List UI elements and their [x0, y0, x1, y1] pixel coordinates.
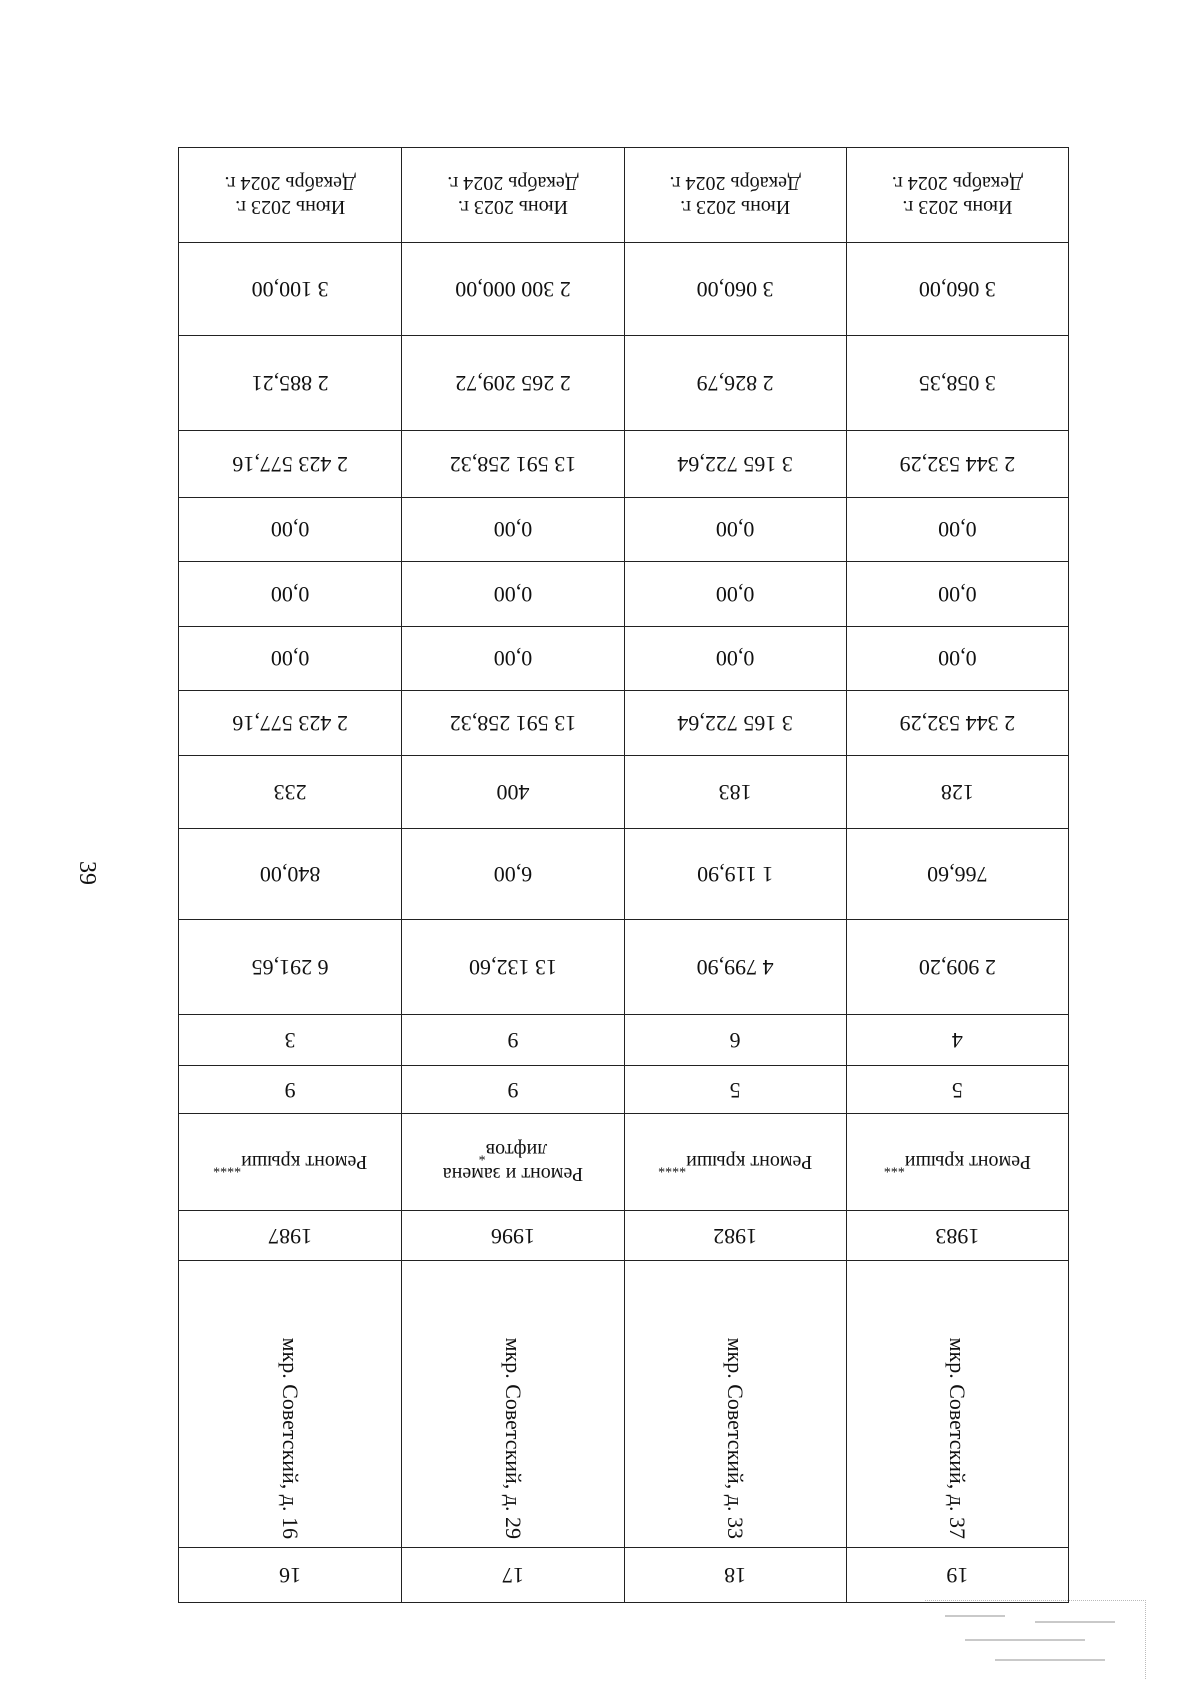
address-cell — [402, 1261, 624, 1547]
value-cell: 766,60 — [846, 829, 1068, 920]
value-cell: 0,00 — [179, 562, 402, 626]
faint-stamp-mark — [925, 1600, 1146, 1679]
col9-row — [179, 755, 1069, 829]
footnote-mark: * — [478, 1147, 486, 1163]
value-cell: 2 909,20 — [846, 919, 1068, 1014]
value-cell: 233 — [179, 755, 402, 829]
period-end: Декабрь 2024 г. — [891, 171, 1024, 194]
value-cell: 13 132,60 — [402, 919, 624, 1014]
build-year: 1983 — [846, 1211, 1068, 1261]
value-cell: 3 165 722,64 — [624, 691, 846, 755]
value-cell: 9 — [402, 1014, 624, 1065]
period-row — [179, 148, 1069, 243]
value-cell: 2 344 532,29 — [846, 691, 1068, 755]
address-cell — [624, 1261, 846, 1547]
col8-row — [179, 829, 1069, 920]
value-cell: 0,00 — [846, 497, 1068, 561]
repair-table-rotated — [178, 147, 1069, 1603]
col15-row — [179, 335, 1069, 431]
work-type — [846, 1114, 1068, 1211]
footnote-mark: **** — [213, 1159, 242, 1175]
value-cell: 0,00 — [179, 497, 402, 561]
value-cell: 3 058,35 — [846, 335, 1068, 431]
work-text: Ремонт крыши — [686, 1151, 813, 1174]
value-cell: 3 100,00 — [179, 242, 402, 335]
value-cell: 128 — [846, 755, 1068, 829]
value-cell: 0,00 — [846, 562, 1068, 626]
period-cell — [179, 148, 402, 243]
address-text: мкр. Советский, д. 33 — [723, 1337, 749, 1539]
col14-row — [179, 431, 1069, 498]
value-cell: 400 — [402, 755, 624, 829]
value-cell: 0,00 — [624, 497, 846, 561]
value-cell: 9 — [179, 1065, 402, 1113]
value-cell: 3 060,00 — [846, 242, 1068, 335]
value-cell: 3 165 722,64 — [624, 431, 846, 498]
repair-table — [178, 147, 1069, 1603]
period-end: Декабрь 2024 г. — [669, 171, 801, 194]
value-cell: 4 799,90 — [624, 919, 846, 1014]
value-cell: 13 591 258,32 — [402, 431, 624, 498]
period-end: Декабрь 2024 г. — [447, 171, 579, 194]
value-cell: 840,00 — [179, 829, 402, 920]
col12-row — [179, 562, 1069, 626]
value-cell: 2 423 577,16 — [179, 691, 402, 755]
work-text: Ремонт и замена лифтов — [442, 1139, 584, 1186]
col10-row — [179, 691, 1069, 755]
value-cell: 2 265 209,72 — [402, 335, 624, 431]
col7-row — [179, 919, 1069, 1014]
work-text: Ремонт крыши — [241, 1151, 368, 1174]
value-cell: 2 344 532,29 — [846, 431, 1068, 498]
work-type — [179, 1114, 402, 1211]
value-cell: 5 — [624, 1065, 846, 1113]
build-year: 1982 — [624, 1211, 846, 1261]
value-cell: 0,00 — [179, 626, 402, 690]
address-text: мкр. Советский, д. 37 — [945, 1337, 971, 1539]
value-cell: 5 — [846, 1065, 1068, 1113]
col6-row — [179, 1014, 1069, 1065]
work-text: Ремонт крыши — [904, 1151, 1031, 1174]
row-number: 18 — [624, 1547, 846, 1602]
period-end: Декабрь 2024 г. — [224, 171, 356, 194]
value-cell: 2 300 000,00 — [402, 242, 624, 335]
value-cell: 0,00 — [402, 562, 624, 626]
address-cell — [846, 1261, 1068, 1547]
address-row — [179, 1261, 1069, 1547]
period-cell — [846, 148, 1068, 243]
address-text: мкр. Советский, д. 16 — [278, 1337, 304, 1539]
work-row — [179, 1114, 1069, 1211]
page-number: 39 — [74, 861, 100, 885]
period-cell — [624, 148, 846, 243]
value-cell: 2 826,79 — [624, 335, 846, 431]
work-type — [624, 1114, 846, 1211]
period-start: Июнь 2023 г. — [680, 195, 791, 218]
period-cell — [402, 148, 624, 243]
period-start: Июнь 2023 г. — [235, 195, 346, 218]
value-cell: 3 — [179, 1014, 402, 1065]
value-cell: 4 — [846, 1014, 1068, 1065]
number-row — [179, 1547, 1069, 1602]
value-cell: 13 591 258,32 — [402, 691, 624, 755]
value-cell: 0,00 — [402, 497, 624, 561]
value-cell: 2 423 577,16 — [179, 431, 402, 498]
footnote-mark: **** — [658, 1159, 687, 1175]
col5-row — [179, 1065, 1069, 1113]
row-number: 19 — [846, 1547, 1068, 1602]
work-type — [402, 1114, 624, 1211]
value-cell: 0,00 — [402, 626, 624, 690]
value-cell: 2 885,21 — [179, 335, 402, 431]
period-start: Июнь 2023 г. — [902, 195, 1013, 218]
col11-row — [179, 626, 1069, 690]
footnote-mark: *** — [883, 1159, 905, 1175]
year-row — [179, 1211, 1069, 1261]
value-cell: 0,00 — [846, 626, 1068, 690]
value-cell: 183 — [624, 755, 846, 829]
value-cell: 0,00 — [624, 562, 846, 626]
address-cell — [179, 1261, 402, 1547]
value-cell: 0,00 — [624, 626, 846, 690]
value-cell: 9 — [402, 1065, 624, 1113]
address-text: мкр. Советский, д. 29 — [500, 1337, 526, 1539]
value-cell: 6 — [624, 1014, 846, 1065]
value-cell: 6,00 — [402, 829, 624, 920]
period-start: Июнь 2023 г. — [457, 195, 569, 218]
value-cell: 6 291,65 — [179, 919, 402, 1014]
col16-row — [179, 242, 1069, 335]
build-year: 1987 — [179, 1211, 402, 1261]
col13-row — [179, 497, 1069, 561]
value-cell: 3 060,00 — [624, 242, 846, 335]
build-year: 1996 — [402, 1211, 624, 1261]
row-number: 16 — [179, 1547, 402, 1602]
row-number: 17 — [402, 1547, 624, 1602]
value-cell: 1 119,90 — [624, 829, 846, 920]
